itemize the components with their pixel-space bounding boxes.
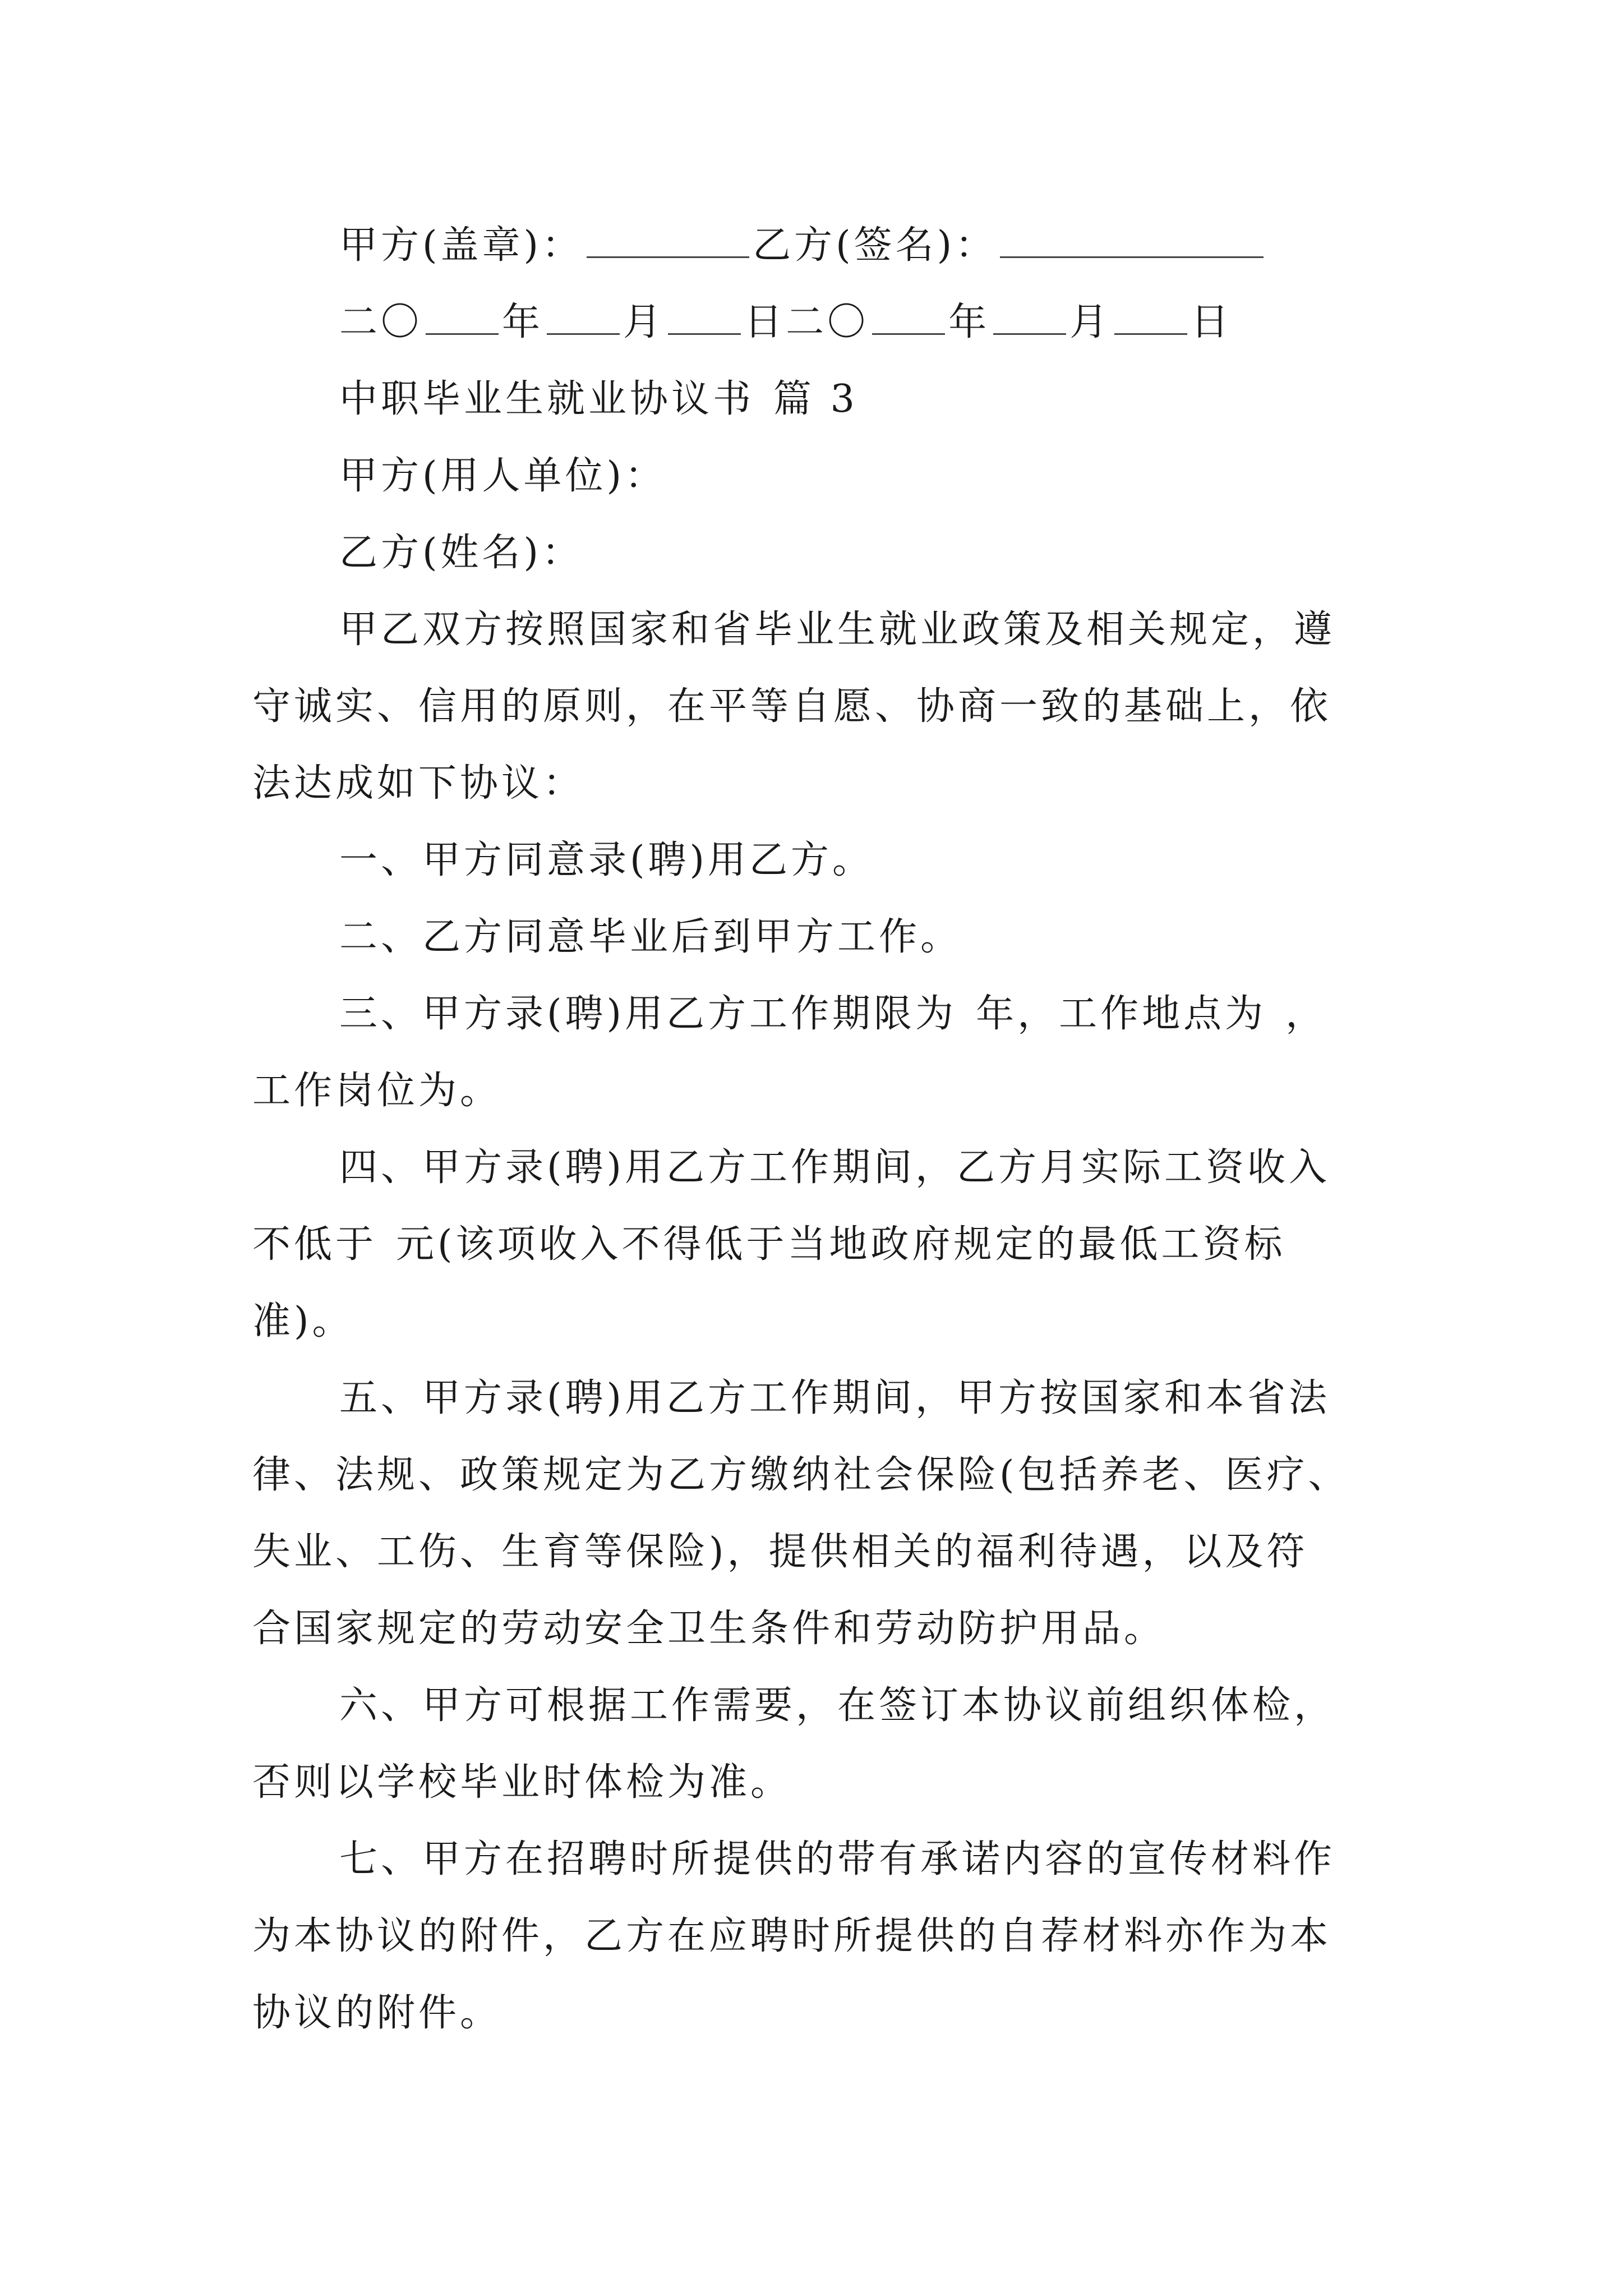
party-a-seal-blank [587,224,749,258]
month-blank-b [993,301,1066,335]
clause-5-line-1: 五、甲方录(聘)用乙方工作期间，甲方按国家和本省法 [339,1376,1331,1420]
clause-4-line-2: 不低于 元(该项收入不得低于当地政府规定的最低工资标 [252,1222,1286,1267]
month-label-a: 月 [623,300,665,344]
clause-5-line-3: 失业、工伤、生育等保险)，提供相关的福利待遇，以及符 [252,1530,1308,1574]
clause-6-line-1: 六、甲方可根据工作需要，在签订本协议前组织体检， [339,1683,1336,1728]
year-label-b: 年 [948,300,990,344]
clause-4-line-3: 准)。 [252,1299,354,1343]
clause-3-line-1: 三、甲方录(聘)用乙方工作期限为 年，工作地点为 ， [339,992,1327,1036]
clause-1: 一、甲方同意录(聘)用乙方。 [339,838,874,882]
clause-7-line-3: 协议的附件。 [252,1991,502,2035]
month-label-b: 月 [1069,300,1112,344]
party-a-label: 甲方(用人单位)： [339,454,667,498]
clause-7-line-1: 七、甲方在招聘时所提供的带有承诺内容的宣传材料作 [339,1837,1336,1881]
day-blank-a [668,301,741,335]
month-blank-a [547,301,620,335]
day-blank-b [1114,301,1187,335]
clause-5-line-2: 律、法规、政策规定为乙方缴纳社会保险(包括养老、医疗、 [252,1453,1350,1497]
party-b-sign-blank [1000,224,1264,258]
day-label-b: 日 [1191,300,1233,344]
day-label-a: 日 [744,300,786,344]
section-title-text: 中职毕业生就业协议书 [339,377,755,421]
clause-6-line-2: 否则以学校毕业时体检为准。 [252,1760,792,1805]
year-blank-a [426,301,499,335]
section-title [339,372,1517,426]
year-label-a: 年 [502,300,544,344]
signature-line [339,219,1517,273]
year-blank-b [872,301,945,335]
date-ling-a: 二〇 [339,300,423,344]
party-a-seal-label: 甲方(盖章)： [339,223,584,268]
clause-3-line-2: 工作岗位为。 [252,1069,502,1113]
section-number: 篇 3 [773,377,858,421]
clause-5-line-4: 合国家规定的劳动安全卫生条件和劳动防护用品。 [252,1607,1166,1651]
party-b-sign-label: 乙方(签名)： [753,223,997,268]
intro-line-2: 守诚实、信用的原则，在平等自愿、协商一致的基础上，依 [252,684,1332,729]
date-ling-b: 二〇 [786,300,869,344]
clause-7-line-2: 为本协议的附件，乙方在应聘时所提供的自荐材料亦作为本 [252,1914,1332,1958]
intro-line-3: 法达成如下协议： [252,761,585,806]
intro-line-1: 甲乙双方按照国家和省毕业生就业政策及相关规定，遵 [339,608,1336,652]
date-line [339,296,1517,349]
clause-2: 二、乙方同意毕业后到甲方工作。 [339,915,962,959]
clause-4-line-1: 四、甲方录(聘)用乙方工作期间，乙方月实际工资收入 [339,1145,1331,1190]
party-b-label: 乙方(姓名)： [339,531,584,575]
